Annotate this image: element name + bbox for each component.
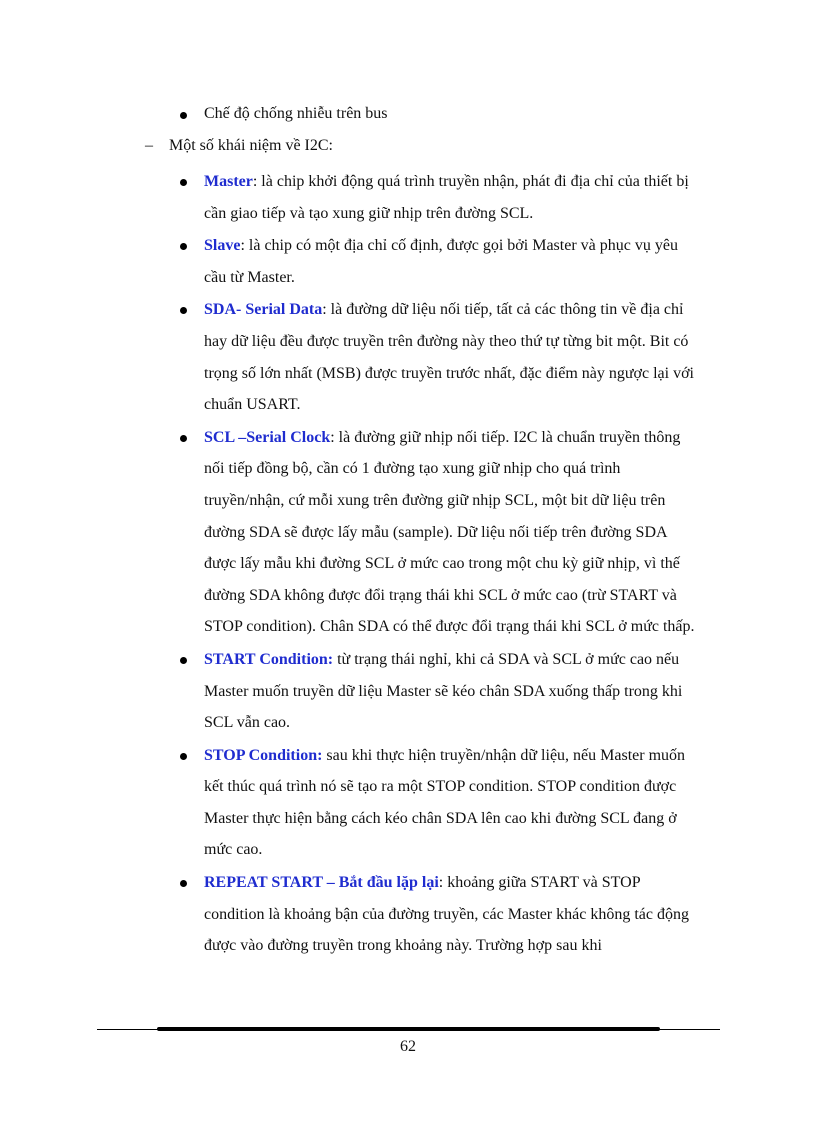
concept-item-stop-condition — [180, 740, 700, 866]
bullet-icon — [180, 657, 187, 664]
concept-term: Slave — [204, 237, 241, 255]
page-number: 62 — [400, 1038, 416, 1055]
concept-term: START Condition: — [204, 650, 334, 668]
dash-icon: – — [145, 137, 153, 154]
concept-item-master — [180, 166, 700, 229]
concept-description: : là đường giữ nhịp nối tiếp. I2C là chuẩn truyền thông nối tiếp đồng bộ, cần có 1 đường tạo xung giữ nhịp cho quá trình truyền/nhận, cứ mỗi xung trên đường giữ nhịp SCL, một bit dữ liệu trên đường SDA sẽ được lấy mẫu (sample). Dữ liệu nối tiếp trên đường SDA được lấy mẫu khi đường SCL ở mức cao trong một chu kỳ giữ nhịp, vì thế đường SDA không được đổi trạng thái khi SCL ở mức cao (trừ START và STOP condition). Chân SDA có thể được đổi trạng thái khi SCL ở mức thấp. — [204, 428, 695, 636]
footer-divider — [97, 1027, 720, 1032]
concept-description: sau khi thực hiện truyền/nhận dữ liệu, nếu Master muốn kết thúc quá trình nó sẽ tạo ra một STOP condition. STOP condition được Master thực hiện bằng cách kéo chân SDA lên cao khi đường SCL đang ở mức cao. — [204, 746, 686, 859]
bullet-icon — [180, 880, 187, 887]
footer-thick-line — [157, 1027, 660, 1031]
concept-term: REPEAT START – Bắt đầu lặp lại — [204, 874, 439, 892]
bullet-icon — [180, 753, 187, 760]
bullet-text: Chế độ chống nhiễu trên bus — [204, 105, 388, 122]
section-heading-text: Một số khái niệm về I2C: — [169, 137, 333, 154]
bullet-icon — [180, 435, 187, 442]
bullet-icon — [180, 112, 187, 119]
concept-term: SDA- Serial Data — [204, 301, 323, 319]
concept-term: SCL –Serial Clock — [204, 428, 331, 446]
concept-description: : là chip có một địa chỉ cố định, được gọi bởi Master và phục vụ yêu cầu từ Master. — [204, 237, 678, 286]
concept-term: Master — [204, 173, 253, 190]
bullet-icon — [180, 179, 187, 186]
bullet-icon — [180, 243, 187, 250]
concept-description: : khoảng giữa START và STOP condition là khoảng bận của đường truyền, các Master khác không tác động được vào đường truyền trong khoảng này. Trường hợp sau khi — [204, 874, 689, 955]
bullet-icon — [180, 307, 187, 314]
concept-term: STOP Condition: — [204, 746, 323, 764]
concept-description: : là đường dữ liệu nối tiếp, tất cả các thông tin về địa chỉ hay dữ liệu đều được truyền trên đường này theo thứ tự từng bit một. Bit có trọng số lớn nhất (MSB) được truyền trước nhất, đặc điểm này ngược lại với chuẩn USART. — [204, 301, 694, 414]
concept-list — [180, 166, 700, 963]
concept-item-scl — [180, 422, 700, 643]
concept-description: : là chip khởi động quá trình truyền nhận, phát đi địa chỉ của thiết bị cần giao tiếp và tạo xung giữ nhịp trên đường SCL. — [204, 173, 689, 222]
concept-item-repeat-start — [180, 867, 700, 962]
concept-item-slave — [180, 230, 700, 293]
concept-description: từ trạng thái nghỉ, khi cả SDA và SCL ở mức cao nếu Master muốn truyền dữ liệu Master sẽ kéo chân SDA xuống thấp trong khi SCL vẫn cao. — [204, 650, 683, 732]
concept-item-sda — [180, 294, 700, 420]
concept-item-start-condition — [180, 644, 700, 739]
